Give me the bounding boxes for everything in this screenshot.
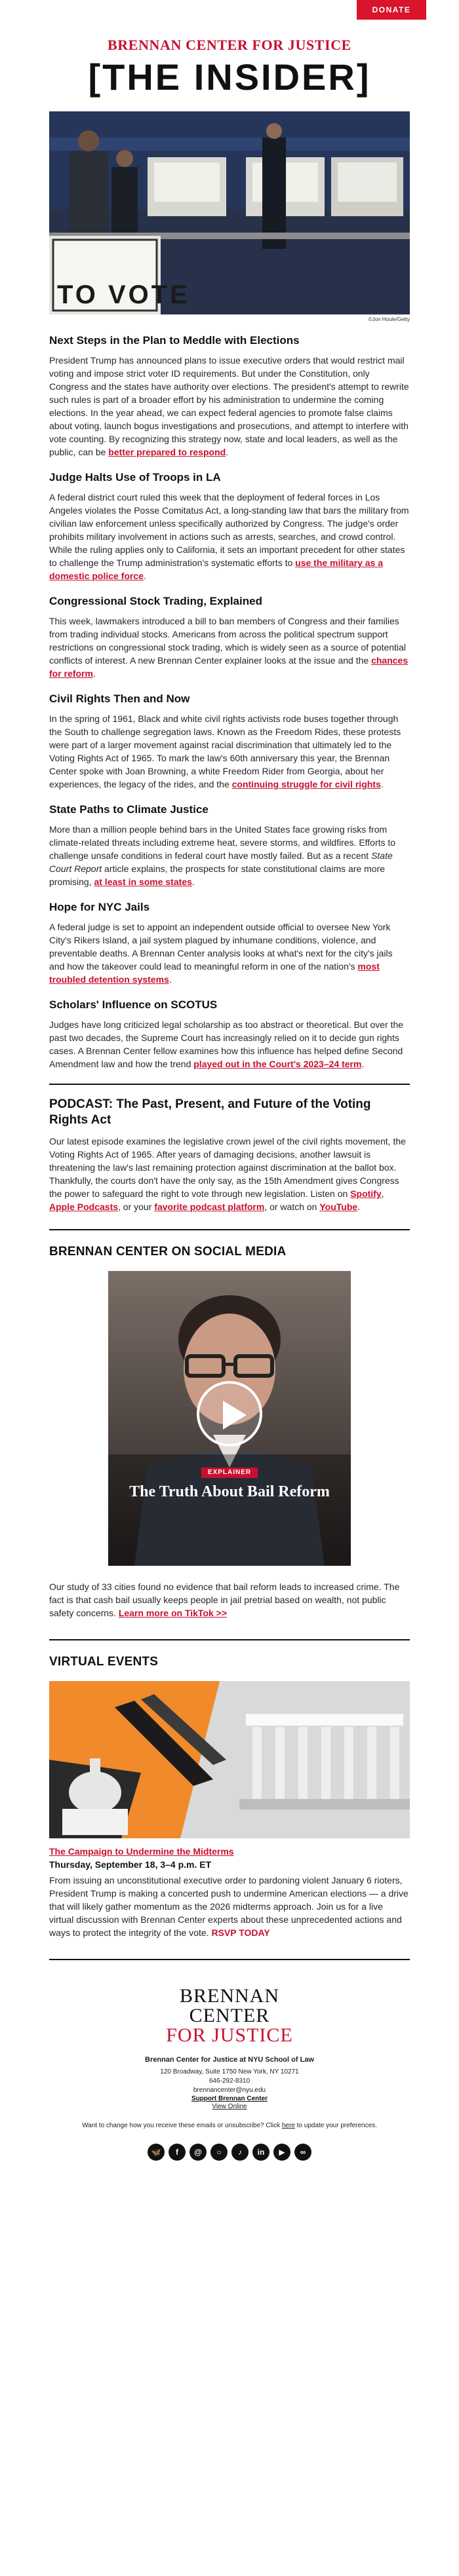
footer-logo[interactable]: BRENNAN CENTER FOR JUSTICE xyxy=(166,1985,293,2046)
story-title: Judge Halts Use of Troops in LA xyxy=(49,471,221,483)
spotify-link[interactable]: Spotify xyxy=(350,1188,382,1199)
brand-name[interactable]: BRENNAN CENTER FOR JUSTICE xyxy=(108,37,351,53)
story-link[interactable]: played out in the Court's 2023–24 term xyxy=(193,1059,362,1069)
section-divider xyxy=(49,1229,410,1230)
story-link[interactable]: continuing struggle for civil rights xyxy=(231,779,381,789)
story-title: Hope for NYC Jails xyxy=(49,901,150,913)
story-link[interactable]: chances for reform xyxy=(49,655,409,679)
instagram-icon[interactable]: ○ xyxy=(210,2144,228,2161)
social-caption: Our study of 33 cities found no evidence that bail reform leads to increased crime. The fact is that cash bail usually keeps people in jail pretrial based on wealth, not public safety concerns. Learn more on TikTok >> xyxy=(49,1582,400,1618)
rsvp-link[interactable]: RSVP TODAY xyxy=(211,1927,270,1938)
footer-phone: 646-292-8310 xyxy=(209,2077,250,2085)
footer-address: 120 Broadway, Suite 1750 New York, NY 10271 xyxy=(160,2068,299,2075)
linkedin-icon[interactable]: in xyxy=(252,2144,269,2161)
play-icon[interactable] xyxy=(197,1381,262,1447)
video-title: The Truth About Bail Reform xyxy=(129,1483,330,1500)
footer-org: Brennan Center for Justice at NYU School of Law xyxy=(145,2056,314,2064)
social-icons xyxy=(49,2144,410,2161)
story-body: Judges have long criticized legal scholarship as too abstract or theoretical. But over the past two decades, the Supreme Court has increasingly relied on it to decide gun rights cases. A Brennan Center fellow examines how this influence has helped define Second Amendment law and how the trend played out in the Court's 2023–24 term. xyxy=(49,1019,404,1069)
tiktok-icon[interactable]: ♪ xyxy=(231,2144,249,2161)
story-link[interactable]: most troubled detention systems xyxy=(49,961,380,985)
story-body: A federal judge is set to appoint an independent outside official to oversee New York City's Rikers Island, a jail system plagued by inhumane conditions, violence, and preventable deaths. A Brennan Center analysis looks at what's next for the city's jails and how the takeover could lead to meaningful reform in one of the nation's most troubled detention systems. xyxy=(49,922,393,985)
story-elections xyxy=(49,333,410,459)
story-title: Congressional Stock Trading, Explained xyxy=(49,595,262,607)
story-link[interactable]: use the military as a domestic police force xyxy=(49,558,383,581)
content-column xyxy=(0,111,459,2161)
story-civil-rights xyxy=(49,692,410,791)
view-online-link[interactable]: View Online xyxy=(212,2103,247,2110)
events-section-title: VIRTUAL EVENTS xyxy=(49,1655,159,1669)
story-climate-justice xyxy=(49,803,410,888)
story-title: Next Steps in the Plan to Meddle with Elections xyxy=(49,334,300,347)
newsletter-title: [THE INSIDER] xyxy=(88,56,371,98)
event-image[interactable] xyxy=(49,1681,410,1838)
section-divider xyxy=(49,1084,410,1085)
footer-email[interactable]: brennancenter@nyu.edu xyxy=(193,2087,266,2094)
event-date: Thursday, September 18, 3–4 p.m. ET xyxy=(49,1859,212,1870)
event-title xyxy=(49,1846,410,1857)
footer xyxy=(49,1986,410,2161)
bluesky-icon[interactable]: 🦋 xyxy=(148,2144,165,2161)
story-body: More than a million people behind bars in the United States face growing risks from climate-related threats including extreme heat, severe storms, and wildfires. Efforts to challenge unsafe conditions in federal court have mostly failed. But as a recent State Court Report article explains, the prospects for state constitutional claims are more promising, at least in some states. xyxy=(49,824,396,887)
apple-podcasts-link[interactable]: Apple Podcasts xyxy=(49,1202,119,1212)
link-icon[interactable]: ∞ xyxy=(294,2144,311,2161)
hero-sign-text: TO VOTE xyxy=(57,280,190,309)
threads-icon[interactable]: @ xyxy=(190,2144,207,2161)
story-nyc-jails xyxy=(49,900,410,986)
preferences-link[interactable]: here xyxy=(281,2122,295,2129)
story-title: Civil Rights Then and Now xyxy=(49,692,190,705)
story-title: State Paths to Climate Justice xyxy=(49,803,209,816)
youtube-icon[interactable]: ▶ xyxy=(273,2144,290,2161)
explainer-badge: EXPLAINER xyxy=(201,1468,258,1478)
support-link[interactable]: Support Brennan Center xyxy=(191,2095,268,2102)
youtube-link[interactable]: YouTube xyxy=(319,1202,358,1212)
story-link[interactable]: better prepared to respond xyxy=(108,447,226,457)
hero-image[interactable] xyxy=(49,111,410,314)
podcast-block xyxy=(49,1097,410,1213)
story-scotus xyxy=(49,998,410,1070)
tiktok-video-thumbnail[interactable] xyxy=(108,1271,351,1566)
podcast-body: Our latest episode examines the legislative crown jewel of the civil rights movement, the Voting Rights Act of 1965. After years of damaging decisions, another lawsuit is threatening the law's last remaining protection against discrimination at the ballot box. Thankfully, the courts don't have the only say, as the 15th Amendment gives Congress the power to safeguard the right to vote through new legislation. Listen on Spotify, Apple Podcasts, or your favorite podcast platform, or watch on YouTube. xyxy=(49,1136,406,1212)
facebook-icon[interactable]: f xyxy=(169,2144,186,2161)
podcast-title: PODCAST: The Past, Present, and Future of the Voting Rights Act xyxy=(49,1097,371,1127)
photo-credit: ©Jon Houle/Getty xyxy=(368,316,410,322)
event-description: From issuing an unconstitutional executive order to pardoning violent January 6 rioters, President Trump is making a concerted push to undermine American elections — a drive that will likely gather momentum as the 2026 midterms approach. Join us for a live virtual discussion with Brennan Center experts about these unprecedented actions and ways to protect the integrity of the vote. RSVP TODAY xyxy=(49,1875,409,1938)
section-divider xyxy=(49,1639,410,1640)
preferences-text: Want to change how you receive these emails or unsubscribe? Click here to update your preferences. xyxy=(82,2122,377,2129)
story-body: This week, lawmakers introduced a bill to ban members of Congress and their families from trading individual stocks. Americans from across the political spectrum support restrictions on congressional stock trading, which is widely seen as a source of potential conflicts of interest. A new Brennan Center explainer looks at the issue and the chances for reform. xyxy=(49,616,409,679)
favorite-platform-link[interactable]: favorite podcast platform xyxy=(154,1202,265,1212)
capitol-illustration xyxy=(49,1681,410,1838)
social-section-title: BRENNAN CENTER ON SOCIAL MEDIA xyxy=(49,1245,287,1259)
masthead xyxy=(0,29,459,111)
tiktok-link[interactable]: Learn more on TikTok >> xyxy=(118,1608,228,1618)
section-divider xyxy=(49,1959,410,1960)
top-bar xyxy=(0,0,459,29)
story-stock-trading xyxy=(49,594,410,680)
story-body: President Trump has announced plans to issue executive orders that would restrict mail voting and impose strict voter ID requirements. But under the Constitution, only Congress and the states have authority over elections. The president's attempt to rewrite such rules is part of a broader effort by his administration to undermine the coming elections. In the year ahead, we can expect federal agencies to promote false claims about voting, launch bogus investigations and prosecutions, and attempt to interfere with vote counting. By recognizing this strategy now, state and local leaders, as well as the public, can be better prepared to respond. xyxy=(49,355,409,457)
story-body: A federal district court ruled this week that the deployment of federal forces in Los Angeles violates the Posse Comitatus Act, a long-standing law that bars the military from civilian law enforcement unless specifically authorized by Congress. The judge's order prohibits military involvement in actions such as arrests, searches, and crowd control. While the ruling applies only to California, it sets an important precedent for other states to challenge the Trump administration's systematic efforts to use the military as a domestic police force. xyxy=(49,492,409,581)
event-title-link[interactable]: The Campaign to Undermine the Midterms xyxy=(49,1846,234,1857)
story-link[interactable]: at least in some states xyxy=(94,877,192,887)
donate-button[interactable]: DONATE xyxy=(357,0,426,20)
story-body: In the spring of 1961, Black and white civil rights activists rode buses together through the South to challenge segregation laws. Known as the Freedom Rides, these protests were part of a larger movement against racial discrimination that ultimately led to the Voting Rights Act of 1965. To mark the law's 60th anniversary this year, the Brennan Center spoke with Joan Browning, a white Freedom Rider from Georgia, about her experiences, the legacy of the rides, and the continuing struggle for civil rights. xyxy=(49,713,401,789)
story-title: Scholars' Influence on SCOTUS xyxy=(49,998,218,1011)
story-troops-la xyxy=(49,470,410,582)
